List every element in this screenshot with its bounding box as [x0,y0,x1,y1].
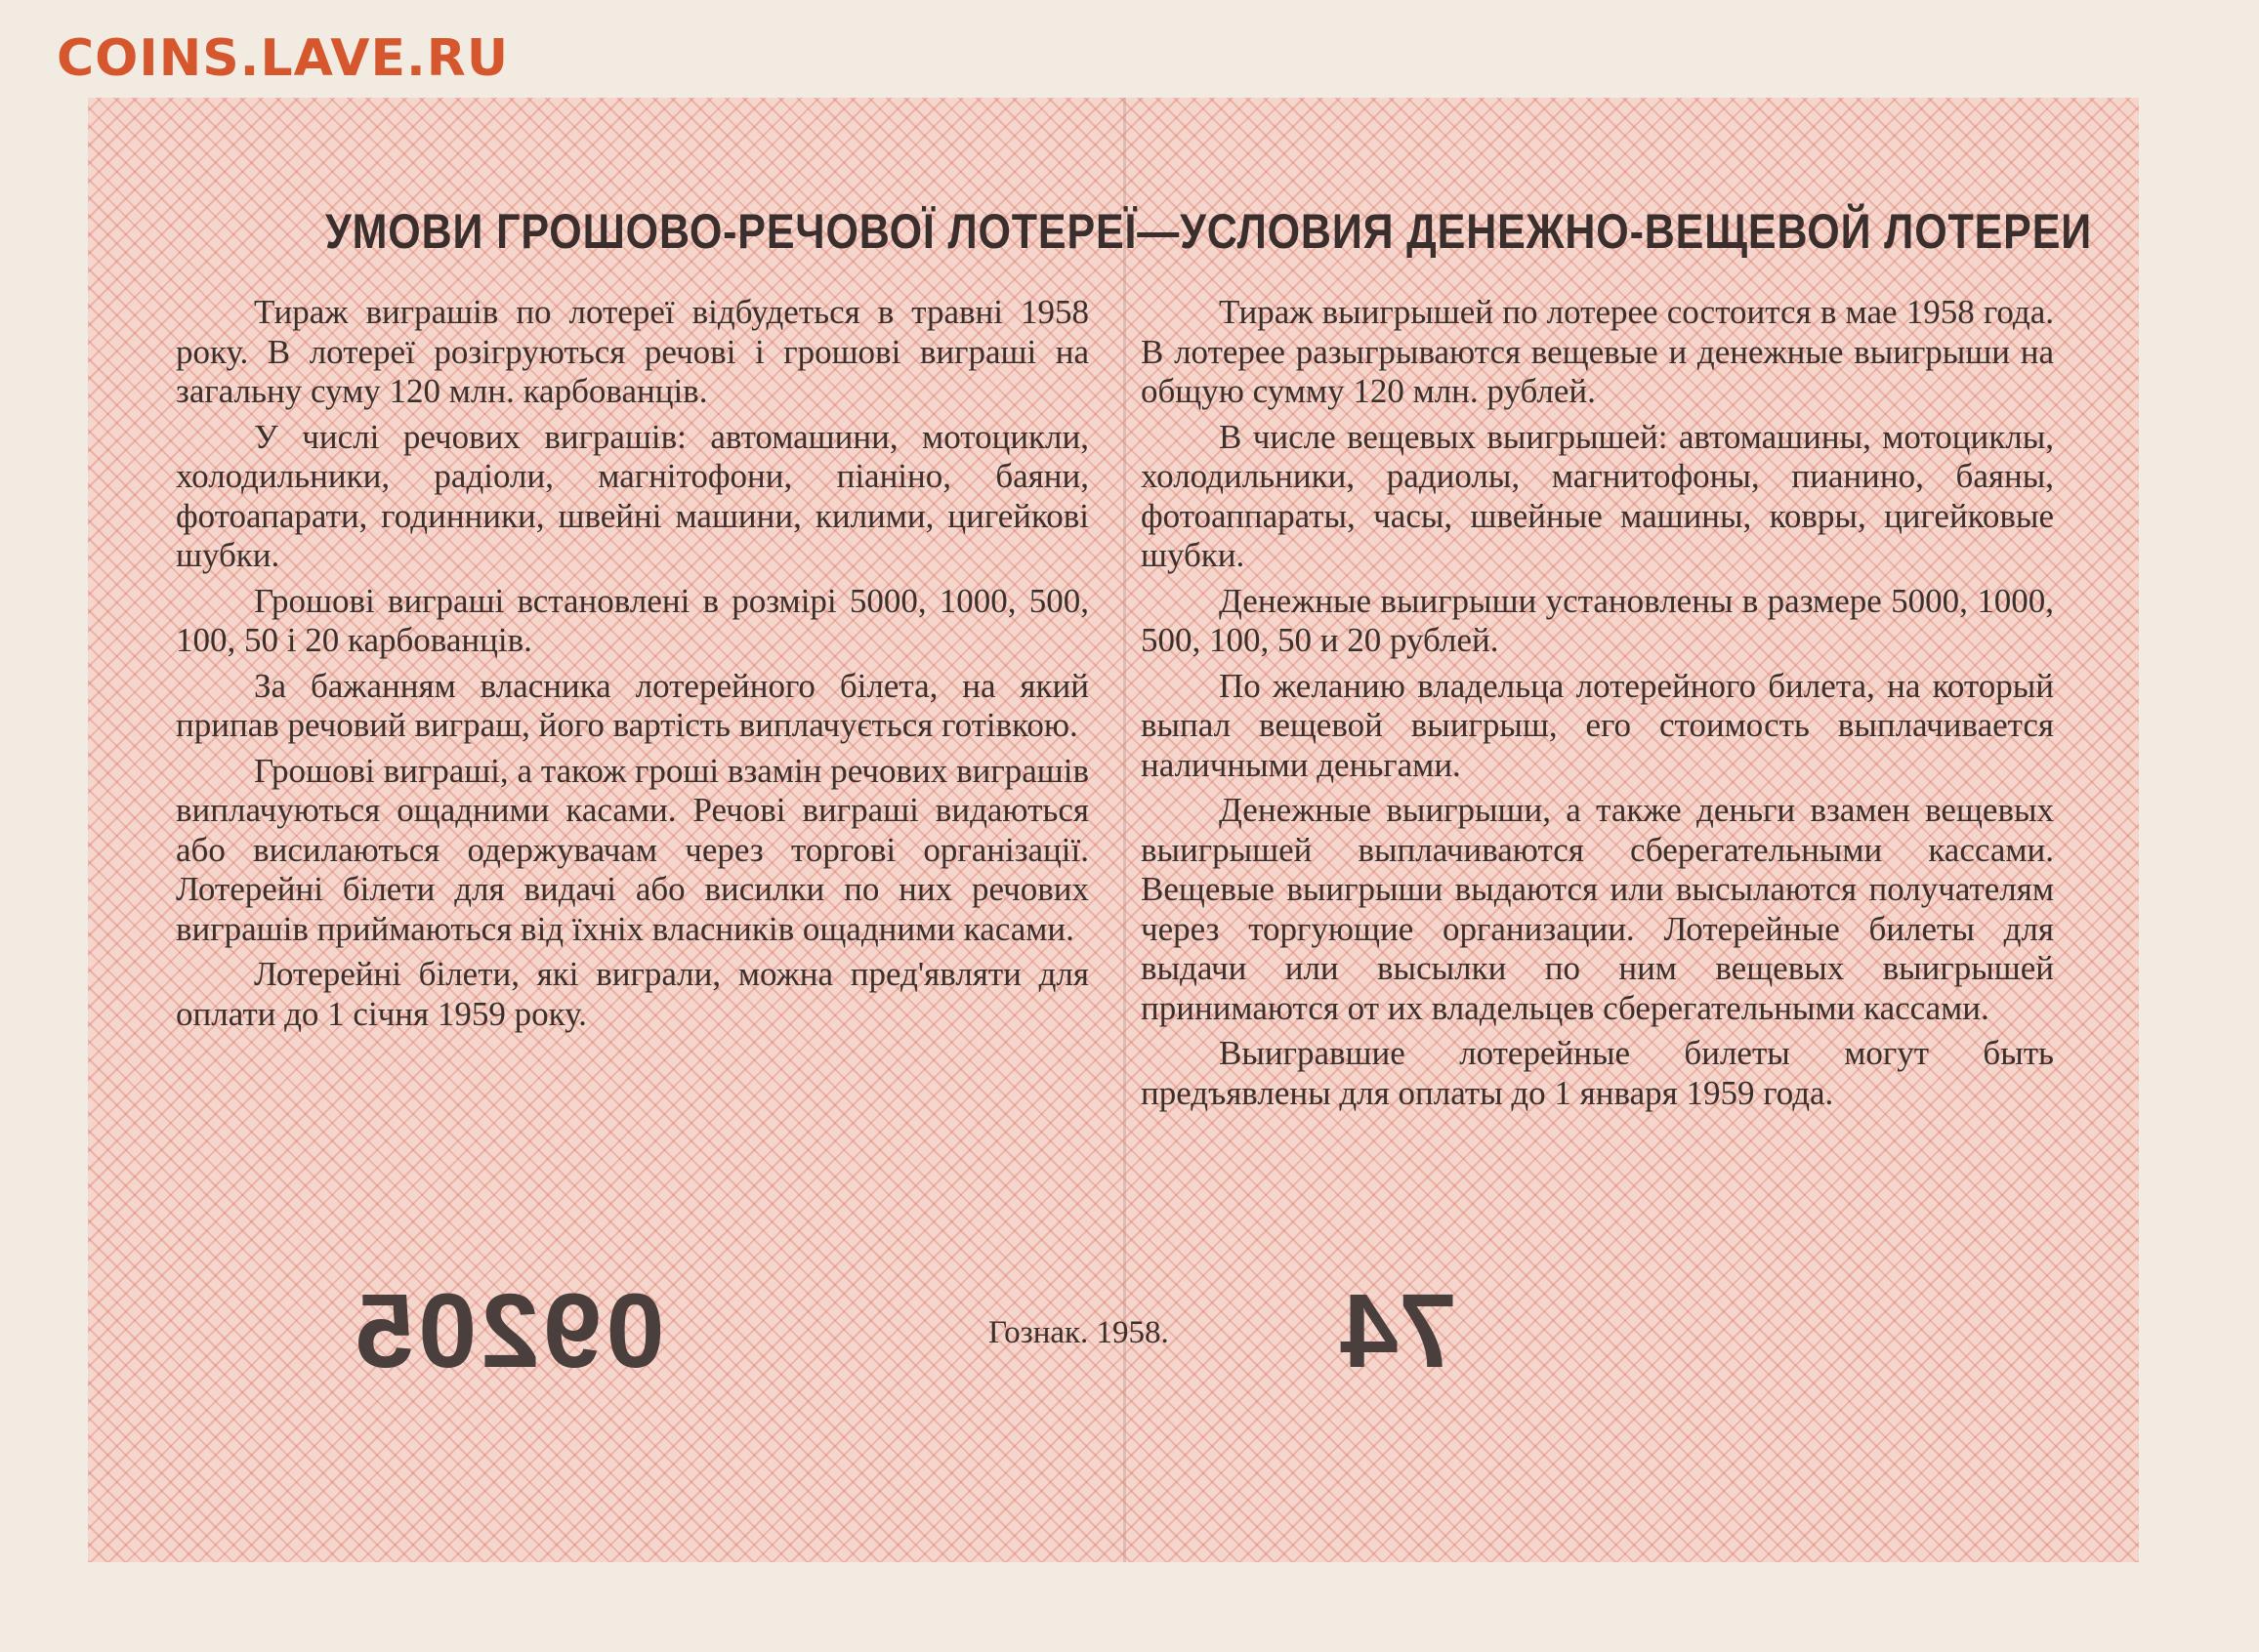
printer-imprint: Гознак. 1958. [988,1315,1169,1350]
series-number: 74 [1340,1271,1458,1389]
ua-paragraph-goods-prizes: У числі речових виграшів: автомашини, мотоцикли, холодильники, радіоли, магнітофони, піаніно, баяни, фотоапарати, годинники, швейні машини, килими, цигейкові шубки. [176,417,1089,574]
ua-paragraph-deadline: Лотерейні білети, які виграли, можна пред'являти для оплати до 1 січня 1959 року. [176,955,1089,1033]
ukrainian-conditions [176,293,1089,1040]
serial-number: 09205 [352,1271,665,1389]
russian-conditions [1141,293,2054,1119]
ua-paragraph-cash-option: За бажанням власника лотерейного білета, на який припав речовий виграш, його вартість виплачується готівкою. [176,666,1089,744]
ru-paragraph-deadline: Выигравшие лотерейные билеты могут быть предъявлены для оплаты до 1 января 1959 года. [1141,1034,2054,1112]
ru-paragraph-cash-prizes: Денежные выигрыши установлены в размере 5000, 1000, 500, 100, 50 и 20 рублей. [1141,581,2054,659]
ru-paragraph-payment: Денежные выигрыши, а также деньги взамен вещевых выигрышей выплачиваются сберегательными кассами. Вещевые выигрыши выдаются или высылаются получателям через торгующие организации. Лотерейные билеты для выдачи или высылки по ним вещевых выигрышей принимаются от их владельцев сберегательными кассами. [1141,791,2054,1027]
ua-paragraph-draw: Тираж виграшів по лотереї відбудеться в травні 1958 року. В лотереї розігруються речові і грошові виграші на загальну суму 120 млн. карбованців. [176,293,1089,410]
ru-paragraph-draw: Тираж выигрышей по лотерее состоится в мае 1958 года. В лотерее разыгрываются вещевые и денежные выигрыши на общую сумму 120 млн. рублей. [1141,293,2054,410]
ua-paragraph-payment: Грошові виграші, а також гроші взамін речових виграшів виплачуються ощадними касами. Речові виграші видаються або висилаються одержувачам через торгові організації. Лотерейні білети для видачі або висилки по них речових виграшів приймаються від їхніх власників ощадними касами. [176,751,1089,948]
ru-paragraph-cash-option: По желанию владельца лотерейного билета, на который выпал вещевой выигрыш, его стоимость выплачивается наличными деньгами. [1141,666,2054,784]
ticket-title: УМОВИ ГРОШОВО-РЕЧОВОЇ ЛОТЕРЕЇ—УСЛОВИЯ ДЕНЕЖНО-ВЕЩЕВОЙ ЛОТЕРЕИ [325,204,2093,259]
watermark-text: COINS.LAVE.RU [57,29,510,88]
ua-paragraph-cash-prizes: Грошові виграші встановлені в розмірі 5000, 1000, 500, 100, 50 і 20 карбованців. [176,581,1089,659]
ru-paragraph-goods-prizes: В числе вещевых выигрышей: автомашины, мотоциклы, холодильники, радиолы, магнитофоны, пианино, баяны, фотоаппараты, часы, швейные машины, ковры, цигейковые шубки. [1141,417,2054,574]
